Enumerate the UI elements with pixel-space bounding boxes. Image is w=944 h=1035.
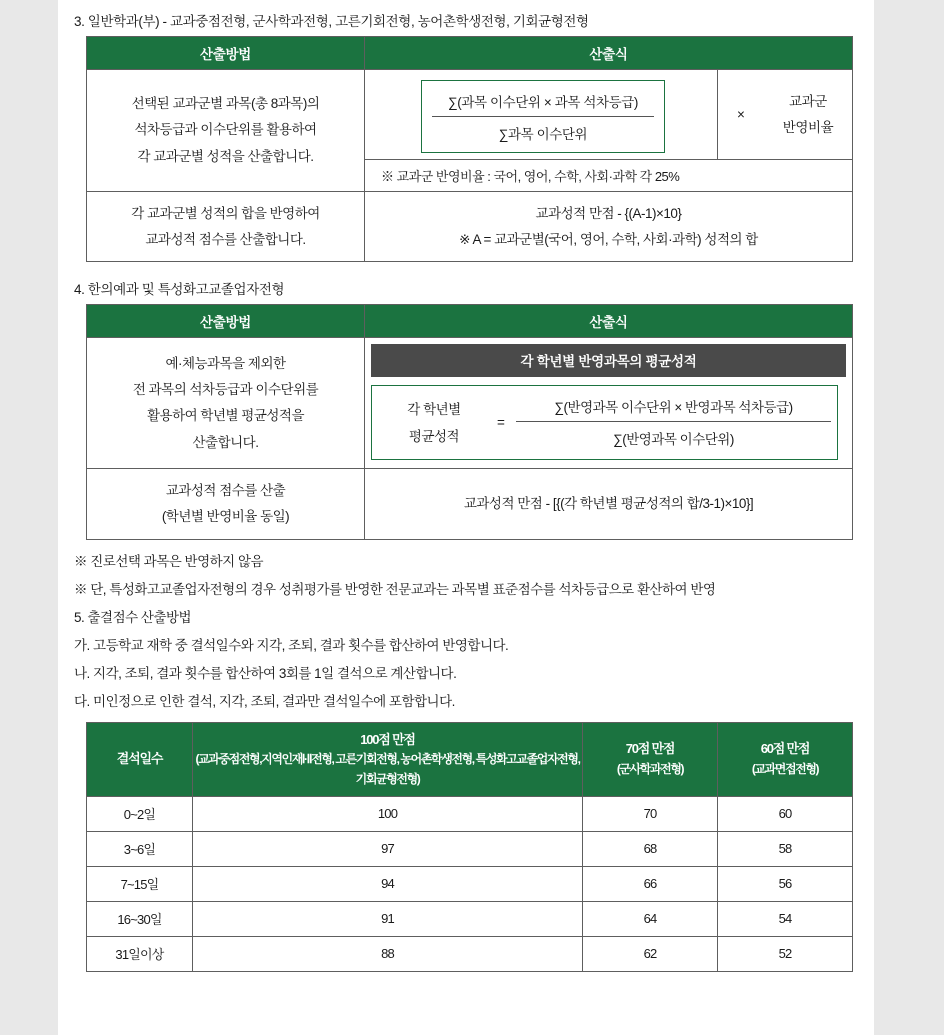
section-4-method-cell [87, 338, 365, 469]
section-3-method-cell [87, 70, 365, 192]
cell-days: 16~30일 [87, 901, 193, 936]
equals-symbol: = [497, 415, 505, 431]
col-header-main: 60점 만점 [760, 741, 810, 757]
section-3-formula-cell [365, 70, 853, 192]
ratio-line: 반영비율 [782, 119, 834, 135]
sum-method-line: 교과성적 점수를 산출 [165, 483, 286, 499]
section-3-table [86, 36, 853, 262]
section-3-sum-method [87, 192, 365, 262]
label-line: 각 학년별 [407, 401, 461, 417]
fraction-denominator: ∑과목 이수단위 [432, 116, 654, 146]
section-4-formula-box [371, 385, 838, 460]
sum-formula-line: 교과성적 만점 - [{(각 학년별 평균성적의 합/3-1)×10}] [463, 496, 754, 512]
section-4-sum-formula [365, 469, 853, 539]
section-3-formula-note: ※ 교과군 반영비율 : 국어, 영어, 수학, 사회·과학 각 25% [365, 159, 852, 191]
cell-score-100: 100 [193, 796, 583, 831]
table-row [87, 338, 853, 469]
col-header-main: 70점 만점 [625, 741, 675, 757]
table-row [87, 469, 853, 539]
cell-score-60: 58 [718, 831, 853, 866]
table-row [87, 936, 853, 971]
cell-days: 31일이상 [87, 936, 193, 971]
note-line-2: ※ 단, 특성화고교졸업자전형의 경우 성취평가를 반영한 전문교과는 과목별 표준점수를 석차등급으로 환산하여 반영 [74, 581, 716, 597]
section-3-fraction-wrap [365, 70, 717, 159]
section-3-fraction-box [421, 80, 665, 153]
table-row [87, 70, 853, 192]
section-5-title: 5. 출결점수 산출방법 [74, 609, 192, 625]
ratio-line: 교과군 [789, 93, 827, 109]
section-4-formula-body [372, 386, 837, 459]
section-4-formula-box-title: 각 학년별 반영과목의 평균성적 [371, 344, 846, 377]
cell-score-70: 64 [583, 901, 718, 936]
sum-formula-line: 교과성적 만점 - {(A-1)×10} [535, 206, 682, 221]
section-4-sum-method [87, 469, 365, 539]
section-4-header-method: 산출방법 [87, 305, 365, 338]
col-header-absence-days [87, 722, 193, 796]
section-4-fraction [516, 394, 831, 451]
cell-score-100: 91 [193, 901, 583, 936]
note-line-da: 다. 미인정으로 인한 결석, 지각, 조퇴, 결과만 결석일수에 포함합니다. [74, 693, 455, 709]
cell-score-60: 54 [718, 901, 853, 936]
section-3-formula-row [365, 70, 852, 159]
cell-score-60: 52 [718, 936, 853, 971]
document-page [58, 0, 874, 1035]
col-header-main: 100점 만점 [360, 731, 415, 747]
section-3-fraction [432, 89, 654, 146]
method-line: 활용하여 학년별 평균성적을 [147, 408, 304, 424]
cell-score-70: 66 [583, 866, 718, 901]
cell-score-60: 60 [718, 796, 853, 831]
table-row [87, 796, 853, 831]
cell-days: 7~15일 [87, 866, 193, 901]
multiply-symbol: × [717, 70, 764, 159]
section-3-ratio-label [764, 70, 852, 159]
fraction-numerator: ∑(반영과목 이수단위 × 반영과목 석차등급) [554, 400, 793, 416]
table-row [87, 901, 853, 936]
method-line: 석차등급과 이수단위를 활용하여 [134, 122, 317, 138]
sum-method-line: (학년별 반영비율 동일) [161, 508, 290, 524]
cell-days: 0~2일 [87, 796, 193, 831]
section-4-formula-cell [365, 338, 853, 469]
col-header-main: 결석일수 [116, 751, 163, 767]
sum-method-line: 교과성적 점수를 산출합니다. [145, 231, 306, 247]
method-line: 산출합니다. [192, 434, 259, 450]
cell-score-100: 97 [193, 831, 583, 866]
table-row [87, 305, 853, 338]
section-3-header-method: 산출방법 [87, 37, 365, 70]
section-4-title: 4. 한의예과 및 특성화고교졸업자전형 [74, 282, 285, 298]
col-header-sub: (교과면접전형) [751, 761, 819, 776]
section-3-title: 3. 일반학과(부) - 교과중점전형, 군사학과전형, 고른기회전형, 농어촌학생전형, 기회균형전형 [74, 14, 589, 29]
col-header-sub: (교과중점전형,지역인재Ⅰ·Ⅱ전형, 고른기회전형, 농어촌학생전형, 특성화고교졸업자전형, 기회균형전형) [195, 752, 580, 786]
table-row [87, 866, 853, 901]
note-line-1: ※ 진로선택 과목은 반영하지 않음 [74, 553, 264, 569]
method-line: 각 교과군별 성적을 산출합니다. [137, 148, 314, 164]
sum-method-line: 각 교과군별 성적의 합을 반영하여 [131, 206, 320, 221]
col-header-60 [718, 722, 853, 796]
cell-score-70: 68 [583, 831, 718, 866]
cell-score-60: 56 [718, 866, 853, 901]
section-4-header-formula: 산출식 [365, 305, 853, 338]
fraction-denominator: ∑(반영과목 이수단위) [516, 421, 831, 451]
table-row [87, 37, 853, 70]
section-3-header-formula: 산출식 [365, 37, 853, 70]
fraction-numerator: ∑(과목 이수단위 × 과목 석차등급) [448, 95, 638, 110]
table-row [87, 192, 853, 262]
col-header-70 [583, 722, 718, 796]
cell-score-70: 70 [583, 796, 718, 831]
section-3-sum-formula [365, 192, 853, 262]
sum-formula-line: ※ A = 교과군별(국어, 영어, 수학, 사회·과학) 성적의 합 [459, 231, 758, 247]
table-header-row [87, 722, 853, 796]
section-4-formula-label [382, 396, 486, 450]
section-4-table [86, 304, 853, 539]
method-line: 전 과목의 석차등급과 이수단위를 [132, 381, 319, 397]
method-line: 예·체능과목을 제외한 [165, 355, 286, 371]
cell-score-100: 94 [193, 866, 583, 901]
method-line: 선택된 교과군별 과목(총 8과목)의 [131, 96, 320, 112]
label-line: 평균성적 [408, 428, 460, 444]
col-header-sub: (군사학과전형) [616, 761, 684, 776]
cell-score-70: 62 [583, 936, 718, 971]
note-line-na: 나. 지각, 조퇴, 결과 횟수를 합산하여 3회를 1일 결석으로 계산합니다. [74, 665, 457, 681]
attendance-score-table [86, 722, 853, 972]
notes-list [74, 546, 856, 714]
col-header-100 [193, 722, 583, 796]
cell-days: 3~6일 [87, 831, 193, 866]
cell-score-100: 88 [193, 936, 583, 971]
table-row [87, 831, 853, 866]
note-line-ga: 가. 고등학교 재학 중 결석일수와 지각, 조퇴, 결과 횟수를 합산하여 반영합니다. [74, 637, 509, 653]
